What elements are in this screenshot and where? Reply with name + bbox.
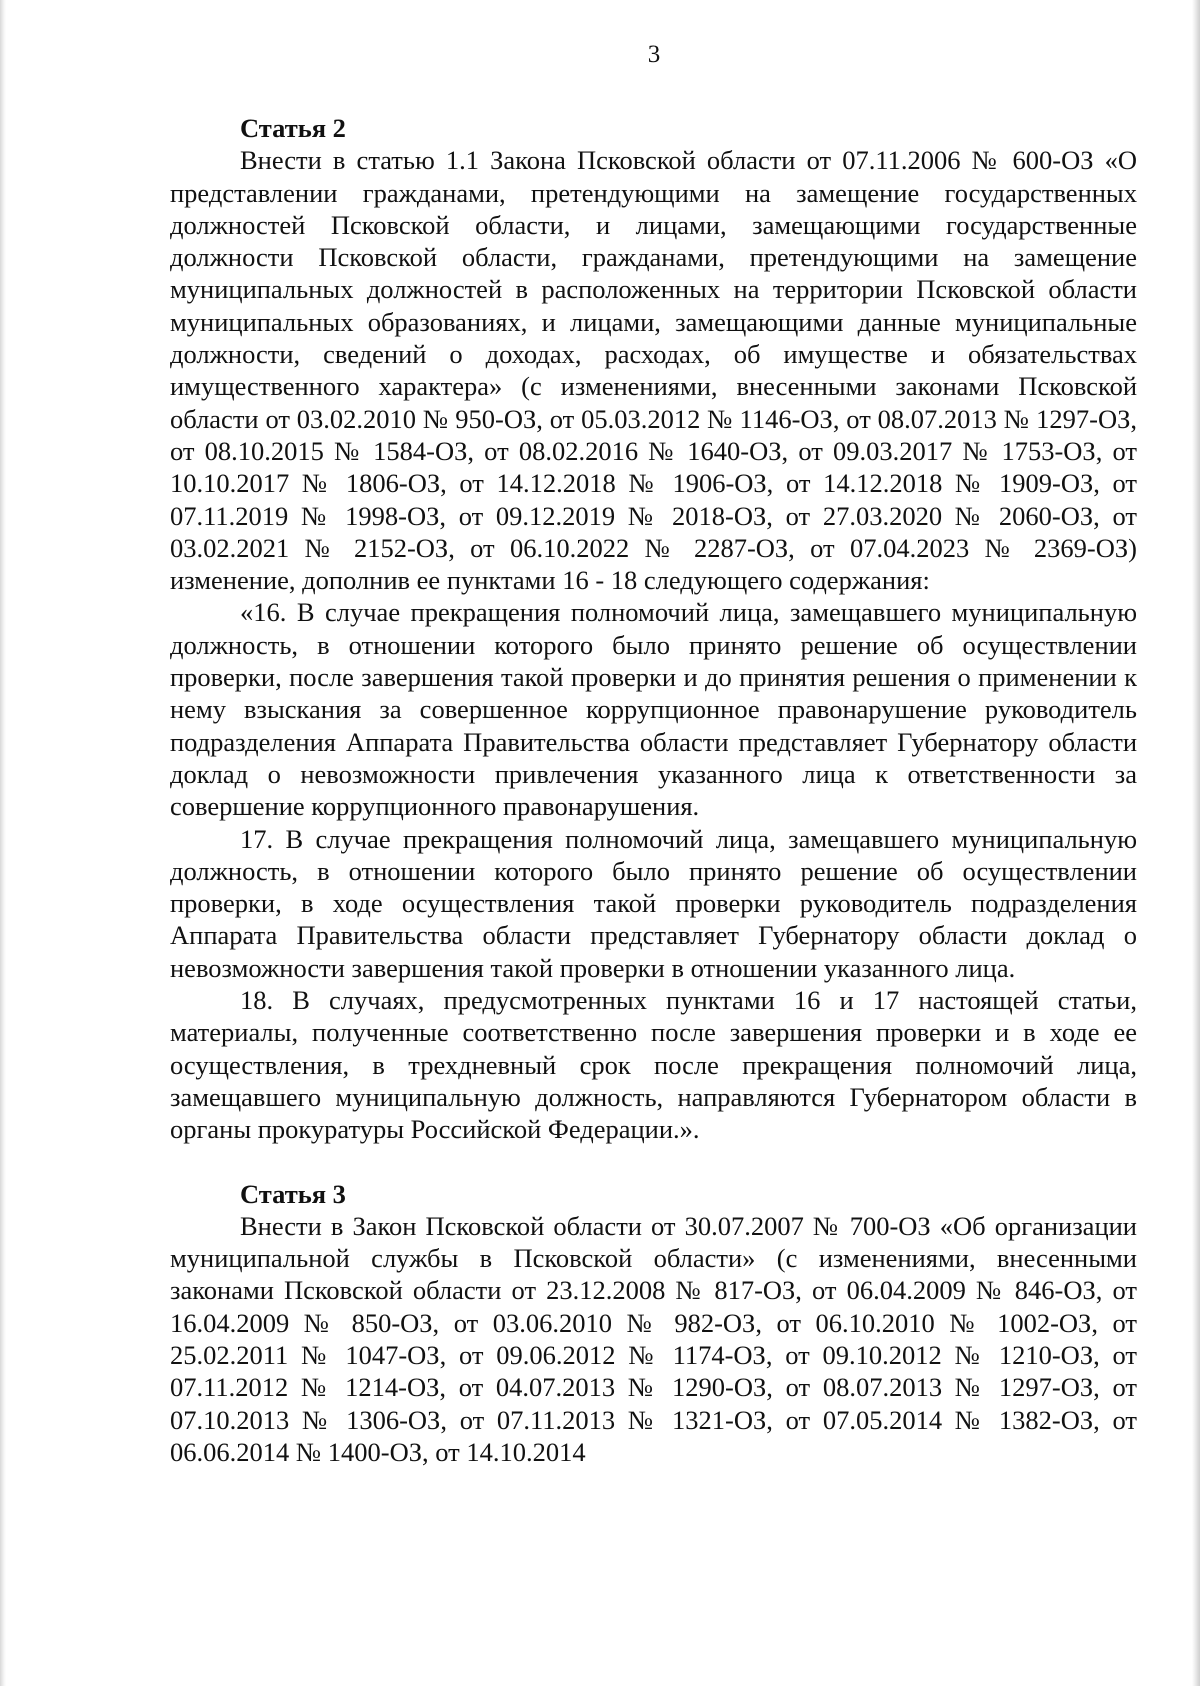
article-2-point-16: «16. В случае прекращения полномочий лица, замещавшего муниципальную должность, в отношении которого было принято решение об осуществлении проверки, после завершения такой проверки и до принятия решения о применении к нему взыскания за совершенное коррупционное правонарушение руководитель подразделения Аппарата Правительства области представляет Губернатору области доклад о невозможности привлечения указанного лица к ответственности за совершение коррупционного правонарушения.	[170, 597, 1137, 822]
scan-edge-left	[0, 0, 6, 1686]
article-2-point-17: 17. В случае прекращения полномочий лица, замещавшего муниципальную должность, в отношении которого было принято решение об осуществлении проверки, в ходе осуществления такой проверки руководитель подразделения Аппарата Правительства области представляет Губернатору области доклад о невозможности завершения такой проверки в отношении указанного лица.	[170, 823, 1137, 983]
page-number: 3	[647, 41, 661, 68]
article-3-intro: Внести в Закон Псковской области от 30.07.2007 № 700-ОЗ «Об организации муниципальной службы в Псковской области» (с изменениями, внесенными законами Псковской области от 23.12.2008 № 817-ОЗ, от 06.04.2009 № 846-ОЗ, от 16.04.2009 № 850-ОЗ, от 03.06.2010 № 982-ОЗ, от 06.10.2010 № 1002-ОЗ, от 25.02.2011 № 1047-ОЗ, от 09.06.2012 № 1174-ОЗ, от 09.10.2012 № 1210-ОЗ, от 07.11.2012 № 1214-ОЗ, от 04.07.2013 № 1290-ОЗ, от 08.07.2013 № 1297-ОЗ, от 07.10.2013 № 1306-ОЗ, от 07.11.2013 № 1321-ОЗ, от 07.05.2014 № 1382-ОЗ, от 06.06.2014 № 1400-ОЗ, от 14.10.2014	[170, 1210, 1137, 1467]
scan-edge-right	[1192, 0, 1200, 1686]
section-spacer	[170, 1146, 1137, 1178]
document-body	[170, 112, 1137, 1468]
article-2-point-18: 18. В случаях, предусмотренных пунктами 16 и 17 настоящей статьи, материалы, полученные соответственно после завершения проверки и в ходе ее осуществления, в трехдневный срок после прекращения полномочий лица, замещавшего муниципальную должность, направляются Губернатором области в органы прокуратуры Российской Федерации.».	[170, 985, 1137, 1145]
article-2-intro: Внести в статью 1.1 Закона Псковской области от 07.11.2006 № 600-ОЗ «О представлении гражданами, претендующими на замещение государственных должностей Псковской области, и лицами, замещающими государственные должности Псковской области, гражданами, претендующими на замещение муниципальных должностей в расположенных на территории Псковской области муниципальных образованиях, и лицами, замещающими данные муниципальные должности, сведений о доходах, расходах, об имуществе и обязательствах имущественного характера» (с изменениями, внесенными законами Псковской области от 03.02.2010 № 950-ОЗ, от 05.03.2012 № 1146-ОЗ, от 08.07.2013 № 1297-ОЗ, от 08.10.2015 № 1584-ОЗ, от 08.02.2016 № 1640-ОЗ, от 09.03.2017 № 1753-ОЗ, от 10.10.2017 № 1806-ОЗ, от 14.12.2018 № 1906-ОЗ, от 14.12.2018 № 1909-ОЗ, от 07.11.2019 № 1998-ОЗ, от 09.12.2019 № 2018-ОЗ, от 27.03.2020 № 2060-ОЗ, от 03.02.2021 № 2152-ОЗ, от 06.10.2022 № 2287-ОЗ, от 07.04.2023 № 2369-ОЗ) изменение, дополнив ее пунктами 16 - 18 следующего содержания:	[170, 145, 1137, 596]
article-2-heading: Статья 2	[240, 113, 346, 143]
article-3-heading: Статья 3	[240, 1178, 346, 1209]
